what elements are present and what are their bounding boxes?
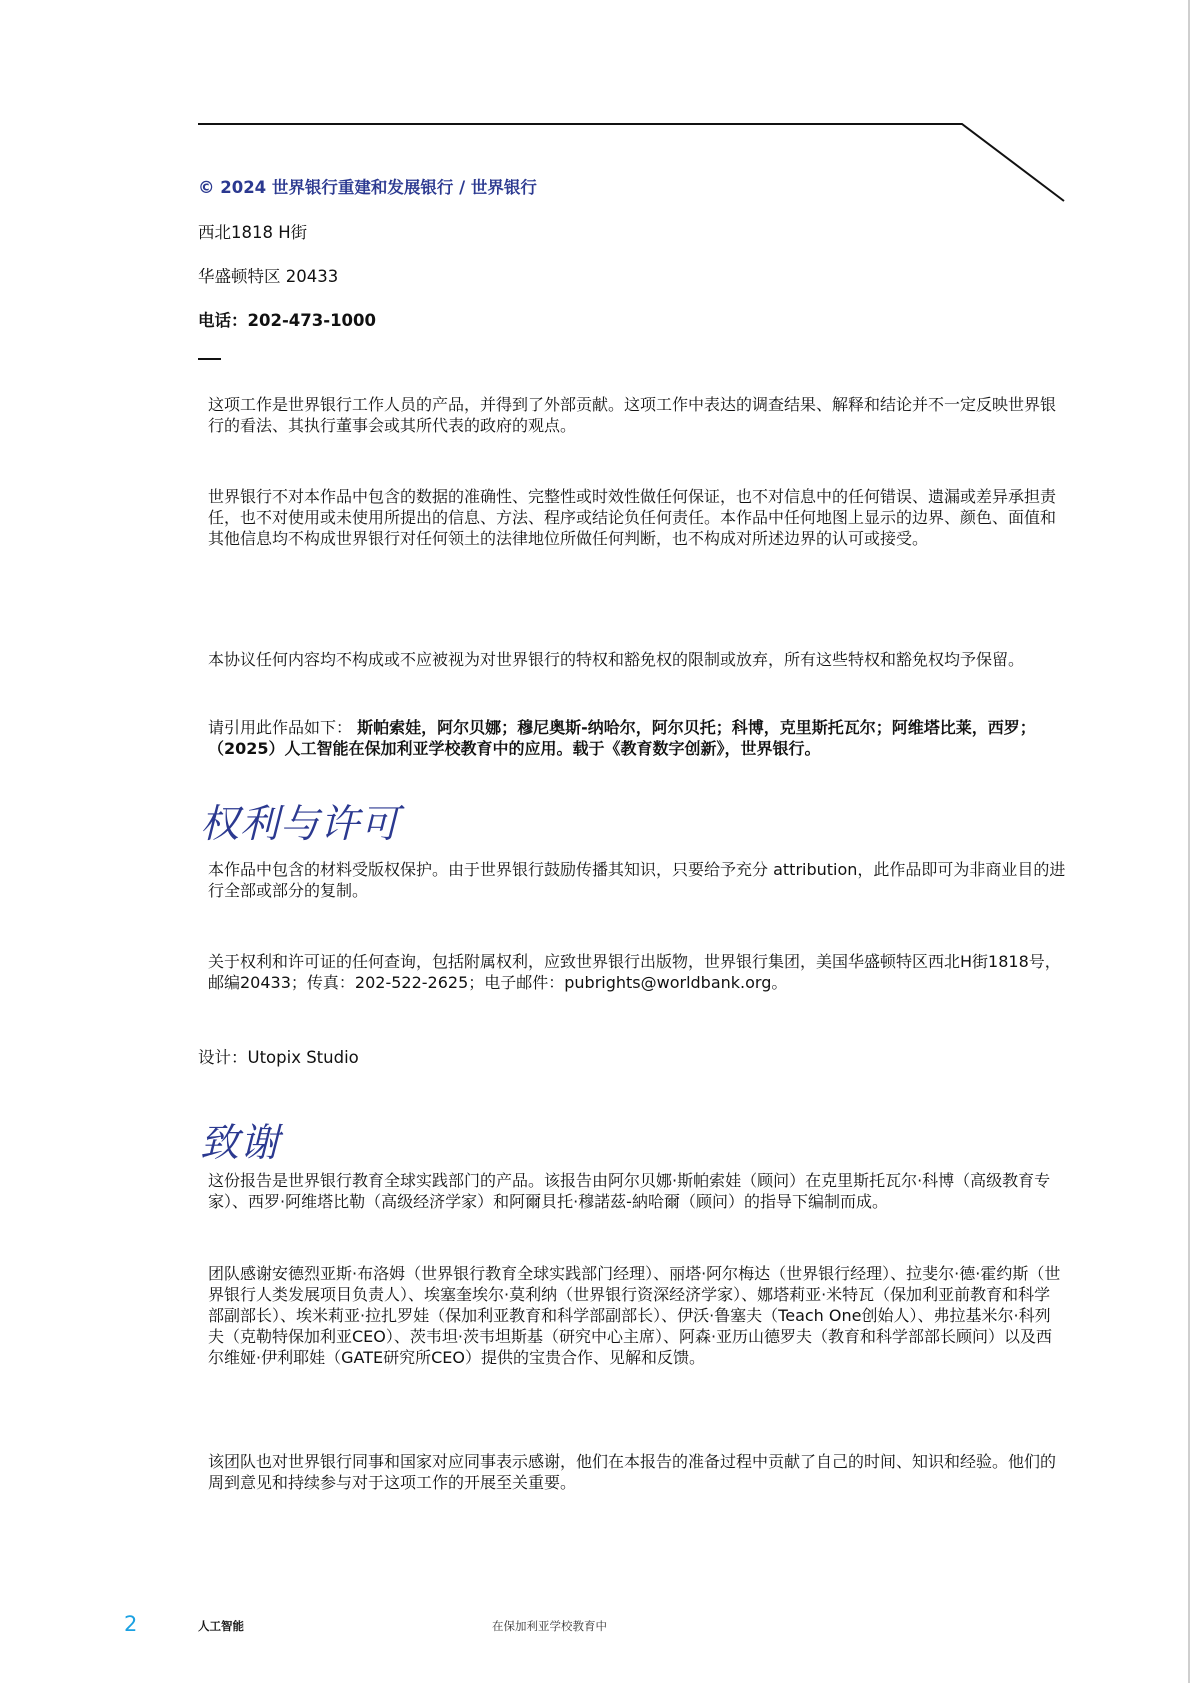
page-number: 2 — [124, 1612, 138, 1636]
acknowledgements-paragraph-2: 团队感谢安德烈亚斯·布洛姆（世界银行教育全球实践部门经理）、丽塔·阿尔梅达（世界银行经理）、拉斐尔·德·霍约斯（世界银行人类发展项目负责人）、埃塞奎埃尔·莫利纳（世界银行资深经济学家）、娜塔莉亚·米特瓦（保加利亚前教育和科学部副部长）、埃米莉亚·拉扎罗娃（保加利亚教育和科学部副部长）、伊沃·鲁塞夫（Teach One创始人）、弗拉基米尔·科列夫（克勒特保加利亚CEO）、茨韦坦·茨韦坦斯基（研究中心主席）、阿森·亚历山德罗夫（教育和科学部部长顾问）以及西尔维娅·伊利耶娃（GATE研究所CEO）提供的宝贵合作、见解和反馈。 — [208, 1264, 1061, 1367]
acknowledgements-paragraph-3: 该团队也对世界银行同事和国家对应同事表示感谢，他们在本报告的准备过程中贡献了自己的时间、知识和经验。他们的周到意见和持续参与对于这项工作的开展至关重要。 — [208, 1452, 1057, 1492]
rights-heading: 权利与许可 — [200, 802, 401, 847]
disclaimer-paragraph-3: 本协议任何内容均不构成或不应被视为对世界银行的特权和豁免权的限制或放弃，所有这些特权和豁免权均予保留。 — [208, 650, 1025, 669]
citation-prefix: 请引用此作品如下： — [208, 718, 353, 737]
copyright-line: © 2024 世界银行重建和发展银行 / 世界银行 — [198, 178, 537, 197]
rights-paragraph-2: 关于权利和许可证的任何查询，包括附属权利，应致世界银行出版物，世界银行集团，美国华盛顿特区西北H街1818号，邮编20433；传真：202-522-2625；电子邮件：pubrights@worldbank.org。 — [208, 952, 1061, 992]
address-city: 华盛顿特区 20433 — [198, 267, 339, 286]
citation-body: 斯帕索娃，阿尔贝娜；穆尼奥斯-纳哈尔，阿尔贝托；科博，克里斯托瓦尔；阿维塔比莱，西罗；（2025）人工智能在保加利亚学校教育中的应用。载于《教育数字创新》，世界银行。 — [208, 718, 1036, 758]
rights-paragraph-1: 本作品中包含的材料受版权保护。由于世界银行鼓励传播其知识，只要给予充分 attribution，此作品即可为非商业目的进行全部或部分的复制。 — [208, 860, 1066, 900]
footer-subtitle: 在保加利亚学校教育中 — [492, 1619, 607, 1633]
phone-number: 电话：202-473-1000 — [198, 311, 377, 330]
separator-dash — [198, 358, 221, 360]
address-street: 西北1818 H街 — [198, 223, 308, 242]
disclaimer-paragraph-1: 这项工作是世界银行工作人员的产品，并得到了外部贡献。这项工作中表达的调查结果、解释和结论并不一定反映世界银行的看法、其执行董事会或其所代表的政府的观点。 — [208, 395, 1057, 435]
header-rule-line — [0, 0, 1190, 220]
citation-paragraph — [208, 717, 1066, 759]
design-credit: 设计：Utopix Studio — [198, 1048, 359, 1067]
acknowledgements-heading: 致谢 — [200, 1121, 281, 1166]
acknowledgements-paragraph-1: 这份报告是世界银行教育全球实践部门的产品。该报告由阿尔贝娜·斯帕索娃（顾问）在克里斯托瓦尔·科博（高级教育专家）、西罗·阿维塔比勒（高级经济学家）和阿爾貝托·穆諾茲-納哈爾（顾问）的指导下编制而成。 — [208, 1171, 1051, 1211]
footer-title: 人工智能 — [198, 1619, 244, 1633]
disclaimer-paragraph-2: 世界银行不对本作品中包含的数据的准确性、完整性或时效性做任何保证，也不对信息中的任何错误、遗漏或差异承担责任，也不对使用或未使用所提出的信息、方法、程序或结论负任何责任。本作品中任何地图上显示的边界、颜色、面值和其他信息均不构成世界银行对任何领土的法律地位所做任何判断，也不构成对所述边界的认可或接受。 — [208, 487, 1057, 548]
